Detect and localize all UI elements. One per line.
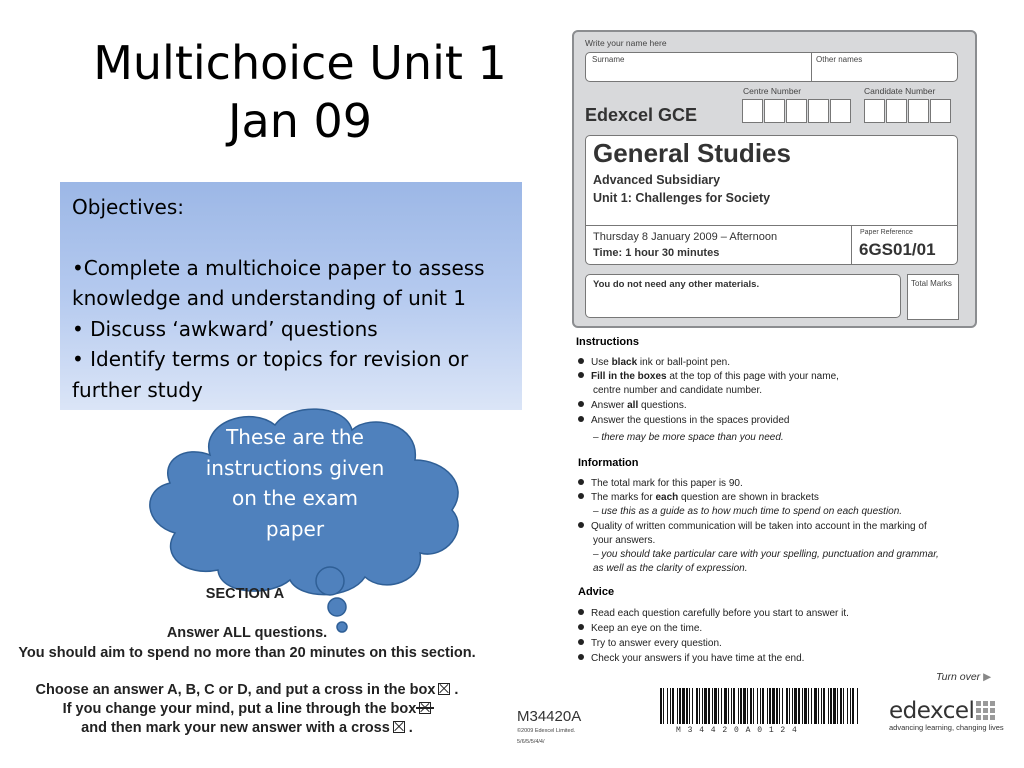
digit-cell[interactable] <box>864 99 885 123</box>
centre-number-label: Centre Number <box>743 86 802 96</box>
digit-cell[interactable] <box>808 99 829 123</box>
callout-line: on the exam <box>232 486 358 510</box>
candidate-number-label: Candidate Number <box>864 86 936 96</box>
objectives-box <box>60 182 522 410</box>
objectives-spacer <box>72 223 510 253</box>
panel-divider <box>851 225 852 264</box>
write-name-label: Write your name here <box>585 38 667 48</box>
digit-cell[interactable] <box>908 99 929 123</box>
information-cont: your answers. <box>593 535 656 546</box>
callout-text <box>195 422 395 544</box>
advice-item: Keep an eye on the time. <box>578 622 702 635</box>
exam-cover <box>572 30 977 328</box>
section-a-line: Choose an answer A, B, C or D, and put a cross in the box <box>35 682 436 698</box>
surname-label: Surname <box>592 55 625 64</box>
objective-item: •Complete a multichoice paper to assess knowledge and understanding of unit 1 <box>72 255 485 310</box>
information-item: The total mark for this paper is 90. <box>578 477 743 490</box>
advice-heading: Advice <box>578 586 615 598</box>
instruction-cont: centre number and candidate number. <box>593 385 762 396</box>
digit-cell[interactable] <box>764 99 785 123</box>
objectives-heading: Objectives: <box>72 195 184 219</box>
crossed-box-icon <box>393 721 405 733</box>
paper-reference: 6GS01/01 <box>859 240 936 259</box>
section-a-heading: SECTION A <box>205 586 285 602</box>
information-item: Quality of written communication will be taken into account in the marking of <box>578 520 927 533</box>
barcode <box>660 688 860 728</box>
digit-cell[interactable] <box>930 99 951 123</box>
digit-cell[interactable] <box>830 99 851 123</box>
exam-time: Time: 1 hour 30 minutes <box>593 247 720 259</box>
digit-cell[interactable] <box>786 99 807 123</box>
callout-line: paper <box>265 516 325 541</box>
print-code: 5/6/5/5/4/4/ <box>517 739 545 745</box>
instruction-item: Answer the questions in the spaces provided <box>578 414 789 427</box>
centre-number-cells[interactable] <box>742 99 852 123</box>
section-a-line: Answer ALL questions. <box>166 625 328 641</box>
subject-level: Advanced Subsidiary <box>593 173 721 187</box>
turn-over-label: Turn over ▶ <box>936 671 992 683</box>
name-fields[interactable] <box>585 52 958 82</box>
subject-panel <box>585 135 958 265</box>
information-heading: Information <box>578 457 639 469</box>
candidate-number-cells[interactable] <box>864 99 952 123</box>
information-cont: as well as the clarity of expression. <box>593 563 748 574</box>
digit-cell[interactable] <box>886 99 907 123</box>
subject-unit: Unit 1: Challenges for Society <box>593 191 771 205</box>
paper-reference-label: Paper Reference <box>860 229 913 236</box>
exam-date: Thursday 8 January 2009 – Afternoon <box>593 231 778 243</box>
instructions-heading: Instructions <box>576 336 639 348</box>
advice-item: Try to answer every question. <box>578 637 722 650</box>
section-a-instruction: and then mark your new answer with a cross . <box>81 720 413 736</box>
instruction-item: Use black ink or ball-point pen. <box>578 356 730 369</box>
callout-line: These are the <box>226 425 364 449</box>
materials-note: You do not need any other materials. <box>593 279 760 290</box>
advice-item: Read each question carefully before you start to answer it. <box>578 607 849 620</box>
materials-box <box>585 274 901 318</box>
instruction-item: Answer all questions. <box>578 399 687 412</box>
edexcel-logo: edexcel <box>889 698 975 724</box>
instruction-cont: – there may be more space than you need. <box>593 432 784 443</box>
callout-line: instructions given <box>205 455 385 480</box>
struck-box-icon <box>419 702 431 714</box>
objective-item: • Discuss ‘awkward’ questions <box>72 316 378 341</box>
copyright: ©2009 Edexcel Limited. <box>517 728 576 734</box>
information-cont: – use this as a guide as to how much time to spend on each question. <box>593 506 903 517</box>
title-line-1: Multichoice Unit 1 <box>93 36 507 90</box>
information-cont: – you should take particular care with your spelling, punctuation and grammar, <box>593 549 939 560</box>
total-marks-box <box>907 274 959 320</box>
slide-title <box>40 34 560 150</box>
other-names-label: Other names <box>816 55 863 64</box>
edexcel-tagline: advancing learning, changing lives <box>889 723 1004 732</box>
field-divider <box>811 53 812 81</box>
total-marks-label: Total Marks <box>911 279 952 288</box>
advice-item: Check your answers if you have time at the end. <box>578 652 804 665</box>
panel-divider <box>586 225 957 226</box>
play-arrow-icon: ▶ <box>983 671 992 683</box>
digit-cell[interactable] <box>742 99 763 123</box>
exam-board: Edexcel GCE <box>585 105 698 125</box>
crossed-box-icon <box>438 683 450 695</box>
information-item: The marks for each question are shown in brackets <box>578 491 819 504</box>
section-a-line: You should aim to spend no more than 20 minutes on this section. <box>18 645 476 661</box>
section-a-instruction: Choose an answer A, B, C or D, and put a cross in the box . <box>35 682 459 698</box>
paper-code: M34420A <box>517 708 582 725</box>
section-a-line: and then mark your new answer with a cross <box>81 720 390 736</box>
section-a-line: If you change your mind, put a line through the box <box>62 701 417 717</box>
title-line-2: Jan 09 <box>227 94 373 148</box>
instruction-item: Fill in the boxes at the top of this page with your name, <box>578 370 839 383</box>
objective-item: • Identify terms or topics for revision or further study <box>72 347 469 402</box>
section-a-instruction <box>0 701 494 717</box>
subject-title: General Studies <box>593 138 791 168</box>
logo-dots-icon <box>976 701 998 723</box>
barcode-text: M 3 4 4 2 0 A 0 1 2 4 <box>676 726 798 735</box>
